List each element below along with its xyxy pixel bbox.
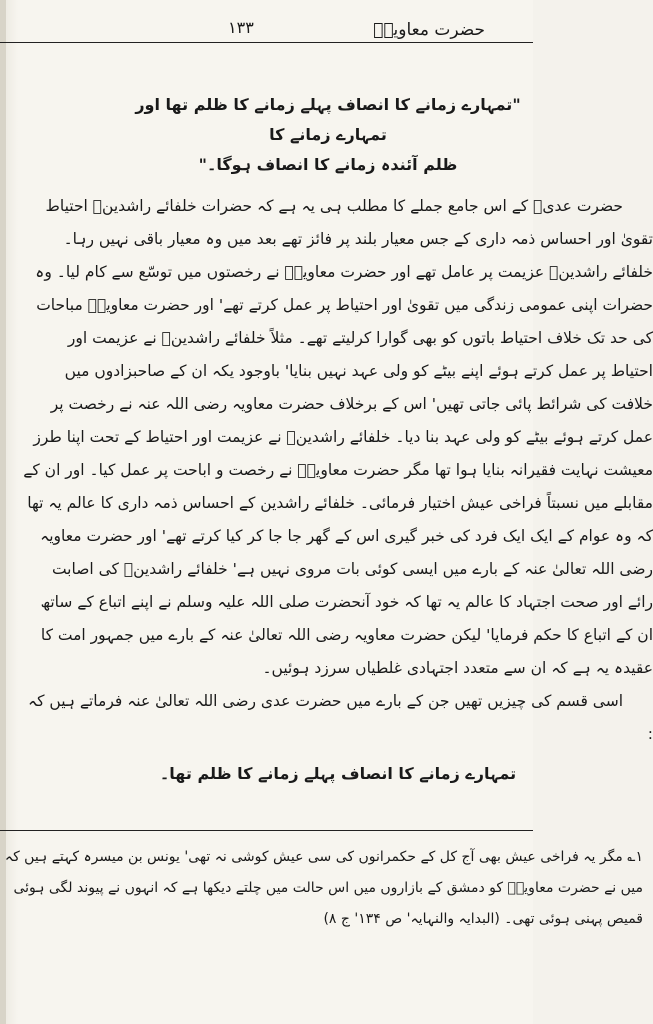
paragraph-2: اسی قسم کی چیزیں تھیں جن کے بارے میں حضرت عدی رضی اللہ تعالیٰ عنہ فرماتے ہیں کہ : [28, 692, 653, 743]
header-rule [0, 42, 533, 43]
page-number: ۱۳۳ [228, 18, 254, 37]
closing-quote: تمہارے زمانے کا انصاف پہلے زمانے کا ظلم تھا۔ [159, 764, 517, 783]
opening-quote-line-2: ظلم آئندہ زمانے کا انصاف ہوگا۔" [198, 155, 458, 174]
page-header [0, 12, 533, 46]
footnote: ۱؎ مگر یہ فراخی عیش بھی آج کل کے حکمرانوں کی سی عیش کوشی نہ تھی' یونس بن میسرہ کہتے ہیں کہ میں نے حضرت معاویہؓ کو دمشق کے بازاروں میں اس حالت میں چلتے دیکھا ہے کہ انہوں نے پیوند لگی ہوئی قمیص پہنی ہوئی تھی۔ (البدایہ والنہایہ' ص ۱۳۴' ج ۸) [4, 849, 643, 927]
opening-quote-line-1: "تمہارے زمانے کا انصاف پہلے زمانے کا ظلم تھا اور تمہارے زمانے کا [135, 95, 521, 144]
running-title: حضرت معاویہؓ [373, 20, 485, 40]
footnote-rule [0, 830, 533, 831]
paragraph-1: حضرت عدیؓ کے اس جامع جملے کا مطلب ہی یہ ہے کہ حضرات خلفائے راشدینؓ احتیاط تقویٰ اور احساس ذمہ داری کے جس معیار بلند پر فائز تھے بعد میں وہ معیار باقی نہیں رہا۔ خلفائے راشدینؓ عزیمت پر عامل تھے اور حضرت معاویہؓ نے رخصتوں میں توسّع سے کام لیا۔ وہ حضرات اپنی عمومی زندگی میں تقویٰ اور احتیاط پر عمل کرتے تھے' اور حضرت معاویہؓ مباحات کی حد تک خلاف احتیاط باتوں کو بھی گوارا کرلیتے تھے۔ مثلاً خلفائے راشدینؓ نے عزیمت اور احتیاط پر عمل کرتے ہوئے اپنے بیٹے کو ولی عہد نہیں بنایا' باوجود یکہ ان کے صاحبزادوں میں خلافت کی شرائط پائی جاتی تھیں' اس کے برخلاف حضرت معاویہ رضی اللہ عنہ نے رخصت پر عمل کرتے ہوئے بیٹے کو ولی عہد بنا دیا۔ خلفائے راشدینؓ نے عزیمت اور احتیاط کے تحت اپنا طرز معیشت نہایت فقیرانہ بنایا ہوا تھا مگر حضرت معاویہؓ نے رخصت و اباحت پر عمل کیا۔ اور ان کے مقابلے میں نسبتاً فراخی عیش اختیار فرمائی۔ خلفائے راشدین کے احساس ذمہ داری کا عالم یہ تھا کہ وہ عوام کے ایک ایک فرد کی خبر گیری اس کے گھر جا جا کر کیا کرتے تھے' اور حضرت معاویہ رضی اللہ تعالیٰ عنہ کے بارے میں ایسی کوئی بات مروی نہیں ہے' خلفائے راشدینؓ کی اصابت رائے اور صحت اجتہاد کا عالم یہ تھا کہ خود آنحضرت صلی اللہ علیہ وسلم نے اپنے اتباع کے ساتھ ان کے اتباع کا حکم فرمایا' لیکن حضرت معاویہ رضی اللہ تعالیٰ عنہ کے بارے میں جمہور امت کا عقیدہ یہ ہے کہ ان سے متعدد اجتہادی غلطیاں سرزد ہوئیں۔ [23, 197, 653, 677]
main-text [23, 90, 653, 790]
